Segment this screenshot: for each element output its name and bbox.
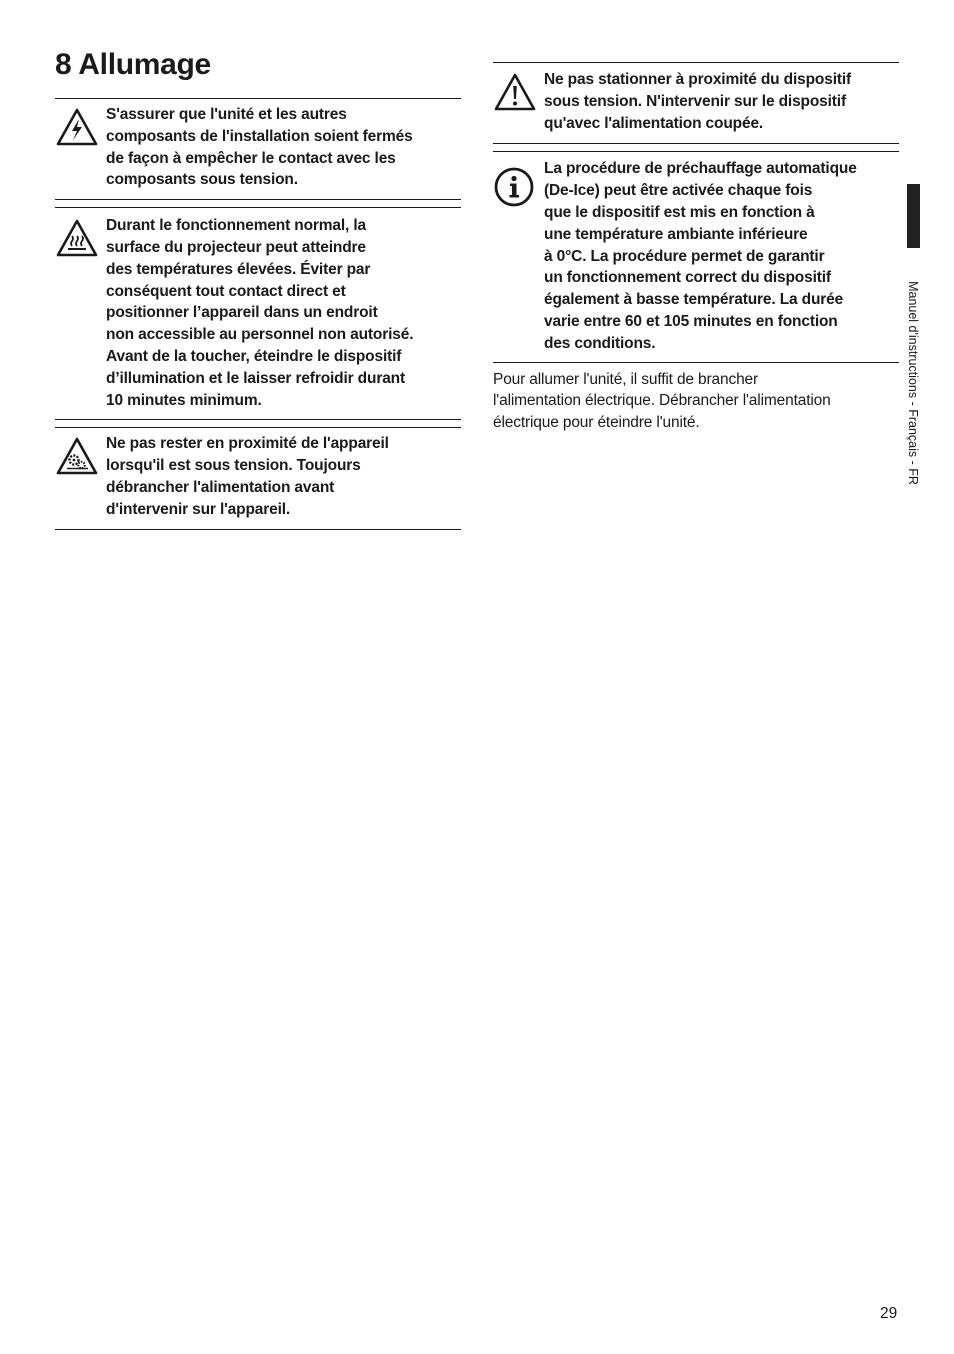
notice-text: S'assurer que l'unité et les autres composants de l'installation soient fermés de façon à empêcher le contact avec les composants sous tension.	[106, 106, 413, 189]
notice-text: La procédure de préchauffage automatique (De-Ice) peut être activée chaque fois que le dispositif est mis en fonction à une température ambiante inférieure à 0°C. La procédure permet de garantir un fonctionnement correct du dispositif également à basse température. La durée varie entre 60 et 105 minutes en fonction des conditions.	[544, 160, 857, 352]
moving-parts-hazard-notice	[55, 427, 461, 529]
hot-surface-icon	[55, 217, 99, 259]
electric-hazard-notice	[55, 98, 461, 200]
body-paragraph: Pour allumer l'unité, il suffit de brancher l'alimentation électrique. Débrancher l'alimentation électrique pour éteindre l'unité.	[493, 370, 831, 432]
section-tab-marker	[907, 184, 920, 248]
moving-parts-hazard-icon	[55, 435, 99, 477]
notice-text: Ne pas rester en proximité de l'appareil lorsqu'il est sous tension. Toujours débrancher l'alimentation avant d'intervenir sur l'appareil.	[106, 435, 389, 518]
side-label: Manuel d'instructions - Français - FR	[906, 281, 920, 485]
left-column	[55, 98, 461, 530]
electric-hazard-icon	[55, 106, 99, 148]
page-title: 8 Allumage	[55, 48, 211, 81]
warning-notice	[493, 62, 899, 144]
notice-text: Ne pas stationner à proximité du dispositif sous tension. N'intervenir sur le dispositif qu'avec l'alimentation coupée.	[544, 71, 852, 132]
right-column	[493, 62, 899, 434]
page-number: 29	[880, 1305, 898, 1322]
info-notice	[493, 151, 899, 362]
warning-icon	[493, 71, 537, 113]
info-icon	[493, 166, 537, 208]
notice-text: Durant le fonctionnement normal, la surface du projecteur peut atteindre des températures élevées. Éviter par conséquent tout contact direct et positionner l’appareil dans un endroit non accessible au personnel non autorisé. Avant de la toucher, éteindre le dispositif d’illumination et le laisser refroidir durant 10 minutes minimum.	[106, 217, 414, 409]
hot-surface-notice	[55, 207, 461, 420]
